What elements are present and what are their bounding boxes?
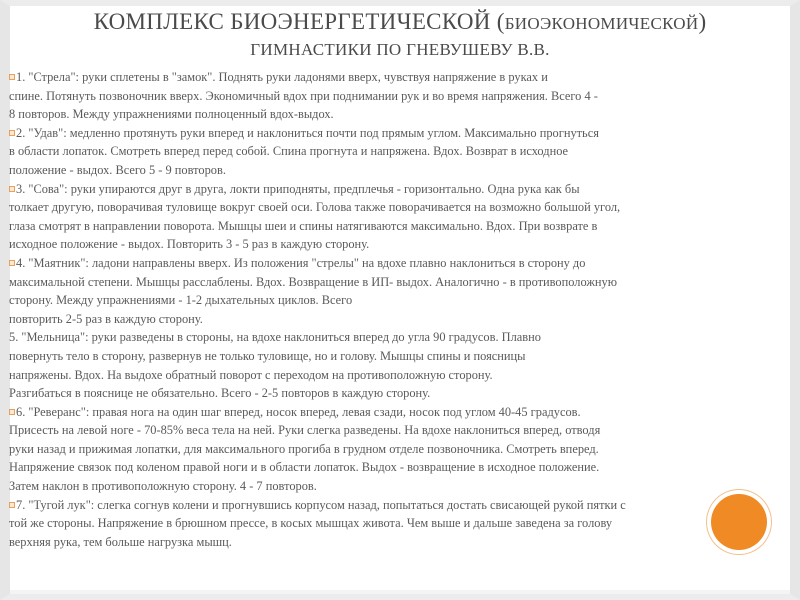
title-part-1: КОМПЛЕКС БИОЭНЕРГЕТИЧЕСКОЙ ( [93,9,505,34]
text-line [9,124,795,143]
line-text: той же стороны. Напряжение в брюшном прессе, в косых мышцах живота. Чем выше и дальше заведена за голову [9,516,613,531]
text-line [9,403,795,422]
line-text: глаза смотрят в направлении поворота. Мышцы шеи и спины натягиваются максимально. Вдох. При возврате в [9,218,598,233]
title-part-3: ) [698,9,707,34]
title-line-2: ГИМНАСТИКИ ПО ГНЕВУШЕВУ В.В. [250,40,550,59]
text-line [9,384,795,403]
text-line [9,254,795,273]
bottom-band [10,590,790,594]
text-line [9,347,795,366]
line-text: 4. "Маятник": ладони направлены вверх. Из положения "стрелы" на вдохе плавно наклониться в сторону до [16,255,586,270]
line-text: 2. "Удав": медленно протянуть руки вперед и наклониться почти под прямым углом. Максимально прогнуться [16,125,599,140]
text-line [9,291,795,310]
title-line-1 [0,8,800,38]
bullet-square-icon [9,130,15,136]
text-line [9,161,795,180]
line-text: 6. "Реверанс": правая нога на один шаг вперед, носок вперед, левая сзади, носок под углом 40-45 градусов. [16,404,581,419]
line-text: 3. "Сова": руки упираются друг в друга, локти приподняты, предплечья - горизонтально. Одна рука как бы [16,181,580,196]
text-line [9,310,795,329]
line-text: 7. "Тугой лук": слегка согнув колени и прогнувшись корпусом назад, попытаться достать свисающей рукой пятки с [16,497,626,512]
line-text: Напряжение связок под коленом правой ноги и в области лопаток. Выдох - возвращение в исходное положение. [9,460,600,475]
line-text: Присесть на левой ноге - 70-85% веса тела на ней. Руки слегка разведены. На вдохе наклониться вперед, отводя [9,423,601,438]
line-text: верхняя рука, тем больше нагрузка мышц. [9,534,232,549]
text-line [9,217,795,236]
text-line [9,496,795,515]
orange-circle-decoration [711,494,767,550]
text-line [9,198,795,217]
exercise-text [9,68,795,551]
text-line [9,477,795,496]
text-line [9,366,795,385]
line-text: максимальной степени. Мышцы расслаблены. Вдох. Возвращение в ИП- выдох. Аналогично - в противоположную [9,274,618,289]
line-text: повернуть тело в сторону, развернув не только туловище, но и голову. Мышцы спины и поясницы [9,348,526,363]
text-line [9,514,795,533]
line-text: Затем наклон в противоположную сторону. 4 - 7 повторов. [9,479,317,494]
text-line [9,328,795,347]
text-line [9,458,795,477]
text-line [9,142,795,161]
line-text: руки назад и прижимая лопатки, для максимального прогиба в грудном отделе позвоночника. Смотреть вперед. [9,441,599,456]
line-text: 1. "Стрела": руки сплетены в "замок". Поднять руки ладонями вверх, чувствуя напряжение в руках и [16,70,548,84]
line-text: толкает другую, поворачивая туловище вокруг своей оси. Голова также поворачивается на возможно большой угол, [9,200,621,215]
line-text: Разгибаться в пояснице не обязательно. Всего - 2-5 повторов в каждую сторону. [9,386,431,401]
text-line [9,235,795,254]
line-text: положение - выдох. Всего 5 - 9 повторов. [9,162,226,177]
line-text: повторить 2-5 раз в каждую сторону. [9,311,203,326]
line-text: сторону. Между упражнениями - 1-2 дыхательных циклов. Всего [9,293,353,308]
bullet-square-icon [9,186,15,192]
bullet-square-icon [9,409,15,415]
line-text: напряжены. Вдох. На выдохе обратный поворот с переходом на противоположную сторону. [9,367,493,382]
text-line [9,87,795,106]
text-line [9,533,795,552]
text-line [9,180,795,199]
slide-title [0,8,800,62]
text-line [9,421,795,440]
line-text: 5. "Мельница": руки разведены в стороны, на вдохе наклониться вперед до угла 90 градусов. Плавно [9,330,541,345]
bullet-square-icon [9,260,15,266]
line-text: исходное положение - выдох. Повторить 3 - 5 раз в каждую сторону. [9,237,370,252]
text-line [9,273,795,292]
bullet-square-icon [9,502,15,508]
line-text: в области лопаток. Смотреть вперед перед собой. Спина прогнута и напряжена. Вдох. Возврат в исходное [9,144,569,159]
title-part-2: БИОЭКОНОМИЧЕСКОЙ [504,14,699,33]
bullet-square-icon [9,74,15,80]
text-line [9,105,795,124]
text-line [9,440,795,459]
text-line [9,68,795,87]
line-text: 8 повторов. Между упражнениями полноценный вдох-выдох. [9,107,334,122]
line-text: спине. Потянуть позвоночник вверх. Экономичный вдох при поднимании рук и во время напряжения. Всего 4 - [9,88,598,103]
